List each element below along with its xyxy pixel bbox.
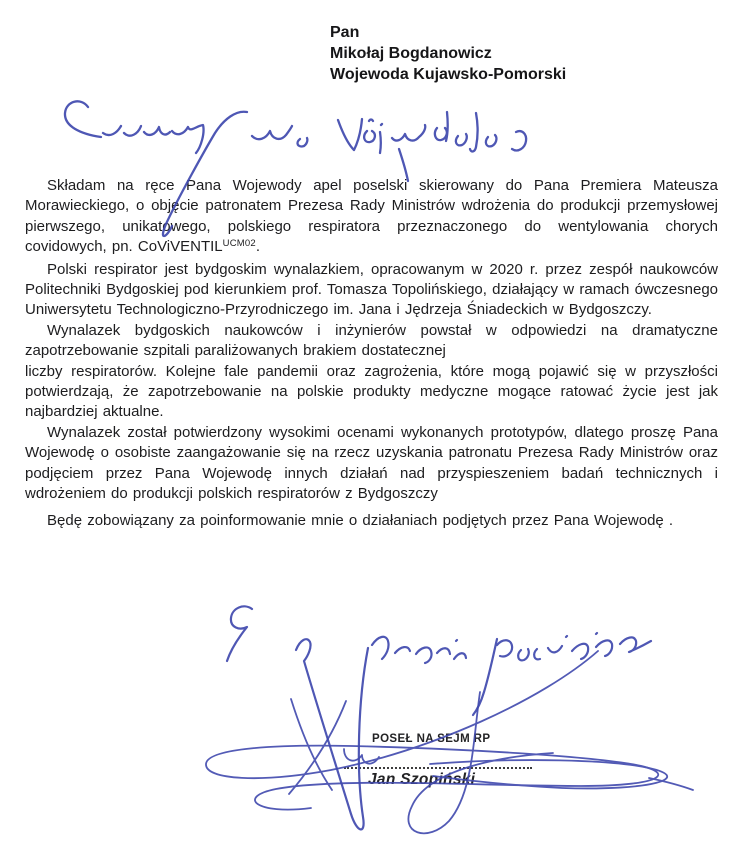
recipient-title: Wojewoda Kujawsko-Pomorski xyxy=(330,66,567,83)
paragraph-1-text: Składam na ręce Pana Wojewody apel poselski skierowany do Pana Premiera Mateusza Morawieckiego, o objęcie patronatem Prezesa Rady Ministrów wdrożenia do produkcji przemysłowej pierwszego, unikatowego, polskiego respiratora przeznaczonego do wentylowania chorych covidowych, pn. CoViVENTIL xyxy=(25,177,718,256)
signature-title: POSEŁ NA SEJM RP xyxy=(372,733,491,745)
signature-dotted-line xyxy=(344,757,532,769)
paragraph-1 xyxy=(25,176,718,260)
paragraph-3-part2: liczby respiratorów. Kolejne fale pandemii oraz zagrożenia, które mogą pojawić się w przyszłości potwierdzają, że zapotrzebowanie na polskie produkty medyczne mogące ratować życie jest jak najbardziej aktualne. xyxy=(25,362,718,421)
paragraph-4: Wynalazek został potwierdzony wysokimi ocenami wykonanych prototypów, dlatego proszę Pana Wojewodę o osobiste zaangażowanie się na rzecz uzyskania patronatu Prezesa Rady Ministrów oraz podjęciem przez Pana Wojewodę innych działań nad przyspieszeniem badań technicznych i wdrożeniem do produkcji polskich respiratorów z Bydgoszczy xyxy=(25,423,718,503)
letter-body xyxy=(25,176,718,536)
handwritten-closing xyxy=(227,606,651,829)
paragraph-1-superscript: UCM02 xyxy=(222,237,256,249)
paragraph-3-part1: Wynalazek bydgoskich naukowców i inżynierów powstał w odpowiedzi na dramatyczne zapotrzebowanie szpitali paraliżowanych brakiem dostatecznej xyxy=(25,321,718,360)
signature-printed-name: Jan Szopiński xyxy=(368,771,476,788)
paragraph-5: Będę zobowiązany za poinformowanie mnie o działaniach podjętych przez Pana Wojewodę . xyxy=(47,511,674,529)
paragraph-2: Polski respirator jest bydgoskim wynalazkiem, opracowanym w 2020 r. przez zespół naukowców Politechniki Bydgoskiej pod kierunkiem prof. Tomasza Topolińskiego, działający w ramach ówczesnego Uniwersytetu Technologiczno-Przyrodniczego im. Jana i Jędrzeja Śniadeckich w Bydgoszczy. xyxy=(25,260,718,319)
paragraph-1-period: . xyxy=(255,238,261,256)
recipient-salutation: Pan xyxy=(330,24,360,41)
recipient-block xyxy=(330,22,566,85)
recipient-name: Mikołaj Bogdanowicz xyxy=(330,45,492,62)
